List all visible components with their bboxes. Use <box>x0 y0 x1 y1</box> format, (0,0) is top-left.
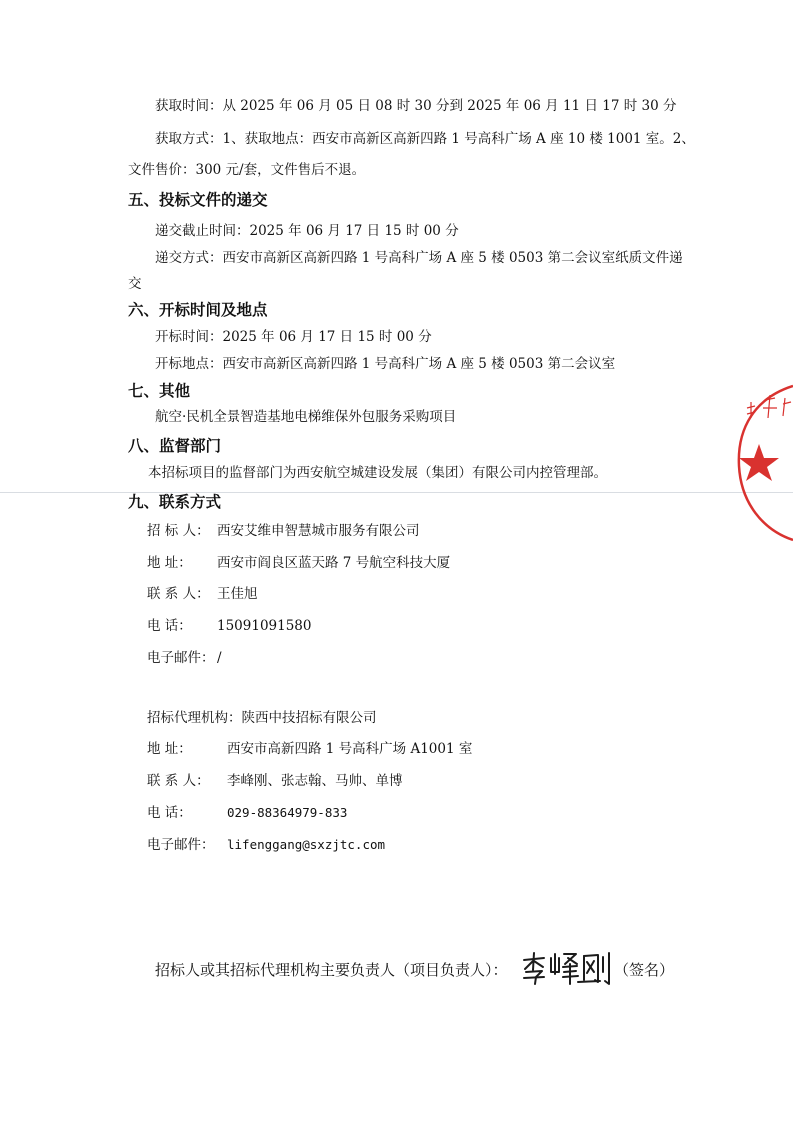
agency-contact-row <box>147 772 403 790</box>
tenderer-address-row <box>147 554 450 572</box>
agency-phone-label: 电 话： <box>147 805 192 821</box>
tenderer-contact: 王佳旭 <box>217 586 258 602</box>
opening-time: 开标时间：2025 年 06 月 17 日 15 时 00 分 <box>155 329 432 345</box>
agency-contact: 李峰刚、张志翰、马帅、单博 <box>227 773 403 789</box>
tenderer-email-row <box>147 649 222 667</box>
acquire-method-line1: 获取方式：1、获取地点：西安市高新区高新四路 1 号高科广场 A 座 10 楼 1001 室。2、 <box>155 131 695 147</box>
red-seal-partial <box>725 378 793 548</box>
tenderer-phone-label: 电 话： <box>147 618 192 634</box>
section6-title: 六、开标时间及地点 <box>128 301 268 319</box>
tenderer-contact-label: 联 系 人： <box>147 586 210 602</box>
supervision-text: 本招标项目的监督部门为西安航空城建设发展（集团）有限公司内控管理部。 <box>148 465 607 481</box>
signature-suffix-wrap <box>614 959 674 981</box>
section7-title: 七、其他 <box>128 382 191 400</box>
section5-title: 五、投标文件的递交 <box>128 191 268 209</box>
agency-phone: 029-88364979-833 <box>227 805 348 820</box>
acquire-time: 获取时间：从 2025 年 06 月 05 日 08 时 30 分到 2025 年 06 月 11 日 17 时 30 分 <box>155 98 677 114</box>
signature-prefix: 招标人或其招标代理机构主要负责人（项目负责人）： <box>155 961 508 979</box>
tenderer-name-label: 招 标 人： <box>147 523 210 539</box>
submit-method-line1: 递交方式：西安市高新区高新四路 1 号高科广场 A 座 5 楼 0503 第二会议室纸质文件递 <box>155 250 683 266</box>
agency-address: 西安市高新四路 1 号高科广场 A1001 室 <box>227 741 473 757</box>
signature-suffix: （签名） <box>614 961 675 979</box>
handwritten-signature <box>518 950 613 986</box>
scan-artifact-line <box>0 492 793 493</box>
section8-title: 八、监督部门 <box>128 437 222 455</box>
agency-email-row <box>147 836 385 854</box>
tenderer-email: / <box>217 650 222 666</box>
opening-place: 开标地点：西安市高新区高新四路 1 号高科广场 A 座 5 楼 0503 第二会议室 <box>155 356 616 372</box>
tenderer-name-row <box>147 522 420 540</box>
agency-name: 陕西中技招标有限公司 <box>241 710 377 726</box>
submit-method-line2: 交 <box>128 276 142 292</box>
agency-address-label: 地 址： <box>147 741 192 757</box>
agency-email-label: 电子邮件： <box>147 837 215 853</box>
seal-star-icon <box>739 444 779 481</box>
tenderer-address: 西安市阎良区蓝天路 7 号航空科技大厦 <box>217 555 451 571</box>
agency-name-label: 招标代理机构： <box>147 710 242 726</box>
tenderer-phone-row <box>147 617 311 635</box>
agency-name-row <box>147 709 377 727</box>
agency-phone-row <box>147 804 347 822</box>
acquire-method-line2: 文件售价：300 元/套，文件售后不退。 <box>128 162 366 178</box>
signature-line <box>155 959 508 981</box>
tenderer-email-label: 电子邮件： <box>147 650 215 666</box>
agency-contact-label: 联 系 人： <box>147 773 210 789</box>
tenderer-phone: 15091091580 <box>217 618 312 634</box>
tenderer-contact-row <box>147 585 258 603</box>
tenderer-address-label: 地 址： <box>147 555 192 571</box>
other-text: 航空·民机全景智造基地电梯维保外包服务采购项目 <box>155 409 457 425</box>
submit-deadline: 递交截止时间：2025 年 06 月 17 日 15 时 00 分 <box>155 223 459 239</box>
agency-address-row <box>147 740 472 758</box>
section9-title: 九、联系方式 <box>128 493 222 511</box>
agency-email: lifenggang@sxzjtc.com <box>227 837 386 852</box>
tenderer-name: 西安艾维申智慧城市服务有限公司 <box>217 523 420 539</box>
